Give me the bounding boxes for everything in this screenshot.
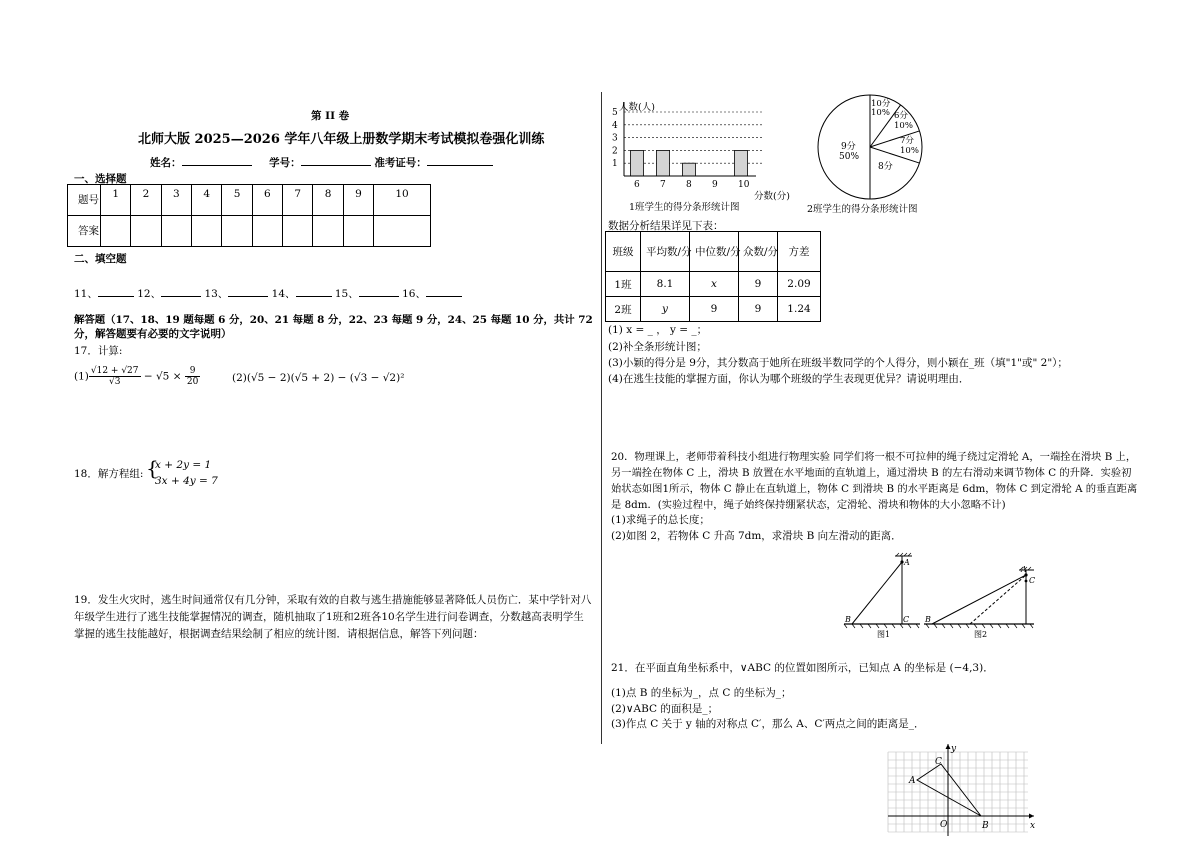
grid-number: 3 (161, 185, 191, 216)
q18-label: 18．解方程组: (74, 468, 144, 480)
grid-number: 7 (283, 185, 313, 216)
q21-sub3: (3)作点 C 关于 y 轴的对称点 C′，那么 A、C′两点之间的距离是_． (611, 718, 925, 730)
bar-10 (735, 150, 748, 176)
answer-cell[interactable] (192, 216, 222, 247)
grid-number: 9 (343, 185, 373, 216)
section1-title: 一、选择题 (74, 173, 127, 185)
table-cell: 9 (739, 297, 778, 322)
axis-y-label: y (951, 744, 957, 754)
table-cell: 1.24 (778, 297, 821, 322)
column-divider (601, 92, 602, 744)
fig1-point-c: C (903, 615, 910, 624)
blank-16[interactable] (426, 296, 462, 297)
section3-line2: 分，解答题要有必要的文字说明） (74, 328, 232, 340)
grid-number: 2 (131, 185, 161, 216)
grid-number: 4 (192, 185, 222, 216)
q21-line1: 21．在平面直角坐标系中，∨ABC 的位置如图所示，已知点 A 的坐标是 (−4,3)． (611, 662, 994, 674)
exam-label: 准考证号： (374, 157, 427, 169)
grid-number: 10 (374, 185, 431, 216)
pie-pct-9: 50% (839, 152, 860, 162)
q19-line1: 19．发生火灾时，逃生时间通常仅有几分钟，采取有效的自救与逃生措施能够显著降低人员伤亡．某中学针对八 (74, 594, 592, 606)
student-info (150, 155, 493, 170)
answer-cell[interactable] (131, 216, 161, 247)
table-cell: x (690, 272, 739, 297)
q20-sub2: (2)如图 2，若物体 C 升高 7dm，求滑块 B 向左滑动的距离． (611, 530, 902, 542)
point-c-label: C (935, 757, 942, 767)
analysis-table (605, 231, 821, 322)
bar-6 (631, 150, 644, 176)
th-mean: 平均数/分 (641, 232, 690, 272)
origin-label: O (940, 820, 948, 830)
pie-pct-7: 10% (900, 146, 919, 156)
bar-8 (683, 163, 696, 176)
q18-eq2: 3x + 4y = 7 (155, 475, 218, 487)
table-cell: 9 (690, 297, 739, 322)
answer-cell[interactable] (313, 216, 343, 247)
table-cell: 2.09 (778, 272, 821, 297)
pie-label-6: 6分 (894, 111, 908, 121)
q19-sub3: (3)小颖的得分是 9分，其分数高于她所在班级半数同学的个人得分，则小颖在_班（填"1"或" 2"）； (608, 357, 1068, 369)
table-cell: 9 (739, 272, 778, 297)
blank-12[interactable] (161, 296, 201, 297)
table-cell: 8.1 (641, 272, 690, 297)
fig2-point-c: C (1029, 576, 1036, 585)
bar-caption: 1班学生的得分条形统计图 (629, 202, 740, 213)
grid-row-label-question: 题号 (68, 185, 101, 216)
pie-label-7: 7分 (900, 136, 914, 146)
fig1-caption: 图1 (877, 630, 891, 639)
q19-sub4: (4)在逃生技能的掌握方面，你认为哪个班级的学生表现更优异？请说明理由． (608, 373, 970, 385)
bar-ytick-label: 1 (612, 159, 618, 170)
q19-sub1: (1) x = _ ， y = _； (608, 324, 708, 336)
th-median: 中位数/分 (690, 232, 739, 272)
q20-line2: 另一端拴在物体 C 上，滑块 B 放置在水平地面的直轨道上，通过滑块 B 的左右滑动来调节物体 C 的升降．实验初 (611, 467, 1132, 479)
bar-ytick-label: 2 (612, 146, 618, 157)
answer-cell[interactable] (343, 216, 373, 247)
pie-pct-10: 10% (871, 108, 890, 118)
pie-label-9: 9分 (841, 142, 856, 152)
th-variance: 方差 (778, 232, 821, 272)
answer-grid (67, 184, 431, 247)
pie-chart (805, 92, 945, 217)
bar-xtick-label: 8 (686, 180, 692, 190)
table-cell: 1班 (606, 272, 641, 297)
pulley-figures (840, 548, 1040, 642)
name-field[interactable] (182, 165, 252, 166)
pie-caption: 2班学生的得分条形统计图 (807, 204, 918, 215)
section2-title: 二、填空题 (74, 253, 127, 265)
q17-part1: (1) $\frac{√12 + √27}{√3}$ − √5 × $\frac{9}{20}$ (74, 366, 199, 387)
q21-sub2: (2)∨ABC 的面积是_； (611, 703, 719, 715)
fill-blank-row: 11、 12、 13、 14、 15、 16、 (74, 286, 462, 301)
answer-cell[interactable] (161, 216, 191, 247)
bar-xtick-label: 9 (712, 180, 718, 190)
q19-sub2: (2)补全条形统计图； (608, 341, 707, 353)
grid-number: 8 (313, 185, 343, 216)
volume-label: 第 II 卷 (311, 110, 350, 122)
bar-xtick-label: 10 (738, 180, 750, 190)
q20-line3: 始状态如图1所示，物体 C 静止在直轨道上，物体 C 到滑块 B 的水平距离是 6dm，物体 C 到定滑轮 A 的垂直距离 (611, 483, 1138, 495)
id-field[interactable] (301, 165, 371, 166)
analysis-intro: 数据分析结果详见下表： (608, 220, 724, 232)
grid-number: 1 (101, 185, 131, 216)
bar-xtick-label: 7 (660, 180, 666, 190)
coordinate-grid (884, 740, 1040, 840)
answer-cell[interactable] (222, 216, 252, 247)
pie-label-10: 10分 (871, 99, 891, 109)
table-cell: 2班 (606, 297, 641, 322)
grid-row-label-answer: 答案 (68, 216, 101, 247)
point-b-label: B (982, 821, 989, 831)
section3-line1: 解答题（17、18、19 题每题 6 分，20、21 每题 8 分，22、23 每题 9 分，24、25 每题 10 分，共计 72 (74, 314, 593, 326)
bar-chart (606, 100, 806, 215)
answer-cell[interactable] (101, 216, 131, 247)
grid-number: 5 (222, 185, 252, 216)
q18-eq1: x + 2y = 1 (155, 459, 212, 471)
answer-cell[interactable] (283, 216, 313, 247)
table-cell: y (641, 297, 690, 322)
q19-line3: 掌握的逃生技能越好，根据调查结果绘制了相应的统计图．请根据信息，解答下列问题： (74, 628, 484, 640)
bar-xlabel: 分数(分) (754, 191, 790, 202)
answer-cell[interactable] (374, 216, 431, 247)
fig1-point-b: B (845, 615, 851, 624)
bar-ytick-label: 5 (612, 108, 618, 118)
q17-label: 17．计算: (74, 345, 123, 357)
q21-sub1: (1)点 B 的坐标为_，点 C 的坐标为_； (611, 687, 792, 699)
q20-line4: 是 8dm．(实验过程中，绳子始终保持绷紧状态，定滑轮、滑块和物体的大小忽略不计) (611, 499, 1006, 511)
pie-pct-6: 10% (894, 121, 913, 131)
fig1-point-a: A (904, 558, 910, 567)
grid-number: 6 (252, 185, 282, 216)
bar-xtick-label: 6 (634, 180, 640, 190)
bar-ytick-label: 3 (612, 133, 618, 144)
blank-13[interactable] (228, 296, 268, 297)
fig2-caption: 图2 (974, 630, 988, 639)
point-a-label: A (909, 776, 916, 786)
blank-11[interactable] (98, 296, 134, 297)
q20-line1: 20．物理课上，老师带着科技小组进行物理实验 同学们将一根不可拉伸的绳子绕过定滑轮 A，一端拴在滑块 B 上， (611, 451, 1137, 463)
bar-yticks (612, 108, 618, 169)
bar-ytick-label: 4 (612, 120, 618, 131)
q19-line2: 年级学生进行了逃生技能掌握情况的调查，随机抽取了1班和2班各10名学生进行问卷调查，分数越高表明学生 (74, 611, 584, 623)
id-label: 学号： (269, 157, 301, 169)
answer-cell[interactable] (252, 216, 282, 247)
bar-ylabel: 人数(人) (619, 102, 655, 113)
name-label: 姓名： (150, 157, 182, 169)
pie-label-8: 8分 (878, 162, 893, 172)
fig2-point-b: B (925, 615, 931, 624)
grid-lines (888, 752, 1028, 832)
q17-part2: (2)(√5 − 2)(√5 + 2) − (√3 − √2)² (232, 372, 405, 384)
page-title: 北师大版 2025—2026 学年八年级上册数学期末考试模拟卷强化训练 (138, 132, 545, 147)
bar-xticks (634, 180, 750, 190)
blank-15[interactable] (359, 296, 399, 297)
axis-x-label: x (1030, 821, 1036, 831)
exam-field[interactable] (427, 165, 493, 166)
q20-sub1: (1)求绳子的总长度； (611, 514, 710, 526)
brace-icon: { (146, 456, 159, 480)
fig2-point-a: A (1021, 565, 1027, 574)
th-class: 班级 (606, 232, 641, 272)
th-mode: 众数/分 (739, 232, 778, 272)
bar-7 (657, 150, 670, 176)
blank-14[interactable] (296, 296, 332, 297)
